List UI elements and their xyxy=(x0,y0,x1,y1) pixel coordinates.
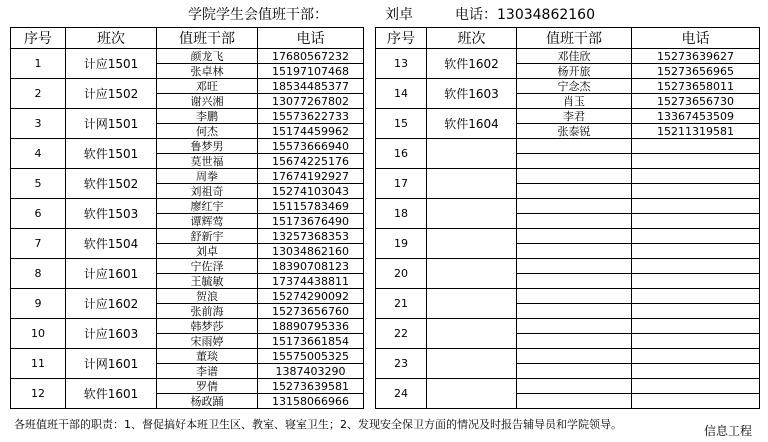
row-seq: 22 xyxy=(376,319,427,349)
row-class xyxy=(427,139,517,169)
row-class xyxy=(427,259,517,289)
row-phone: 15273656730 xyxy=(632,94,760,109)
table-row xyxy=(11,379,364,394)
column-header-phone: 电话 xyxy=(632,28,760,49)
row-class: 计应1501 xyxy=(66,49,157,79)
row-phone: 15273639627 xyxy=(632,49,760,64)
row-duty-officer: 张卓林 xyxy=(157,64,258,79)
right-table-body xyxy=(376,49,760,409)
row-class: 计应1603 xyxy=(66,319,157,349)
row-class: 计应1502 xyxy=(66,79,157,109)
row-phone xyxy=(632,229,760,244)
column-header-seq: 序号 xyxy=(376,28,427,49)
table-row xyxy=(11,349,364,364)
table-row xyxy=(376,169,760,184)
row-phone xyxy=(632,214,760,229)
column-header-duty: 值班干部 xyxy=(157,28,258,49)
row-seq: 12 xyxy=(11,379,66,409)
row-seq: 21 xyxy=(376,289,427,319)
row-seq: 20 xyxy=(376,259,427,289)
row-phone: 15115783469 xyxy=(258,199,364,214)
row-duty-officer xyxy=(517,139,632,154)
row-seq: 16 xyxy=(376,139,427,169)
row-phone: 15575005325 xyxy=(258,349,364,364)
row-duty-officer: 莫世福 xyxy=(157,154,258,169)
table-row xyxy=(376,289,760,304)
table-row xyxy=(376,379,760,394)
row-phone: 15573666940 xyxy=(258,139,364,154)
row-phone xyxy=(632,349,760,364)
row-duty-officer: 李谱 xyxy=(157,364,258,379)
table-row xyxy=(11,259,364,274)
row-phone xyxy=(632,364,760,379)
page-title: 学院学生会值班干部： xyxy=(188,7,328,23)
row-seq: 13 xyxy=(376,49,427,79)
row-phone xyxy=(632,274,760,289)
row-phone xyxy=(632,184,760,199)
page-header xyxy=(0,4,768,24)
row-duty-officer xyxy=(517,364,632,379)
row-class: 软件1504 xyxy=(66,229,157,259)
row-seq: 9 xyxy=(11,289,66,319)
row-duty-officer: 舒新宇 xyxy=(157,229,258,244)
row-duty-officer xyxy=(517,169,632,184)
row-seq: 14 xyxy=(376,79,427,109)
row-class: 软件1603 xyxy=(427,79,517,109)
row-class: 软件1503 xyxy=(66,199,157,229)
row-phone: 15174459962 xyxy=(258,124,364,139)
row-seq: 24 xyxy=(376,379,427,409)
row-phone xyxy=(632,139,760,154)
table-row xyxy=(376,139,760,154)
row-duty-officer xyxy=(517,229,632,244)
row-duty-officer: 张前海 xyxy=(157,304,258,319)
row-duty-officer: 董琰 xyxy=(157,349,258,364)
row-duty-officer: 颜龙飞 xyxy=(157,49,258,64)
column-header-seq: 序号 xyxy=(11,28,66,49)
row-class: 软件1502 xyxy=(66,169,157,199)
row-duty-officer: 何杰 xyxy=(157,124,258,139)
row-phone: 15674225176 xyxy=(258,154,364,169)
row-phone xyxy=(632,154,760,169)
row-seq: 2 xyxy=(11,79,66,109)
row-seq: 5 xyxy=(11,169,66,199)
row-duty-officer: 杨政踊 xyxy=(157,394,258,409)
row-duty-officer: 罗倩 xyxy=(157,379,258,394)
row-phone: 15273656965 xyxy=(632,64,760,79)
row-duty-officer: 廖红宇 xyxy=(157,199,258,214)
row-duty-officer: 李君 xyxy=(517,109,632,124)
row-duty-officer: 刘祖奇 xyxy=(157,184,258,199)
row-phone: 18534485377 xyxy=(258,79,364,94)
row-duty-officer: 谢兴湘 xyxy=(157,94,258,109)
row-seq: 18 xyxy=(376,199,427,229)
column-header-class: 班次 xyxy=(66,28,157,49)
row-class: 计应1602 xyxy=(66,289,157,319)
table-row xyxy=(11,139,364,154)
row-seq: 4 xyxy=(11,139,66,169)
row-duty-officer: 宁佐泽 xyxy=(157,259,258,274)
table-row xyxy=(11,169,364,184)
row-phone xyxy=(632,244,760,259)
row-duty-officer: 谭辉莺 xyxy=(157,214,258,229)
row-phone: 13034862160 xyxy=(258,244,364,259)
table-row xyxy=(376,259,760,274)
row-duty-officer: 宋雨婷 xyxy=(157,334,258,349)
row-seq: 1 xyxy=(11,49,66,79)
table-row xyxy=(376,199,760,214)
row-phone: 15273656760 xyxy=(258,304,364,319)
duty-responsibilities-note: 各班值班干部的职责：1、督促搞好本班卫生区、教室、寝室卫生；2、发现安全保卫方面的情况及时报告辅导员和学院领导。 xyxy=(14,418,622,431)
row-duty-officer xyxy=(517,244,632,259)
row-class xyxy=(427,379,517,409)
row-class xyxy=(427,319,517,349)
table-row xyxy=(11,109,364,124)
row-duty-officer xyxy=(517,334,632,349)
row-duty-officer xyxy=(517,154,632,169)
row-phone xyxy=(632,334,760,349)
table-row xyxy=(376,319,760,334)
table-row xyxy=(376,49,760,64)
row-seq: 10 xyxy=(11,319,66,349)
row-phone: 1387403290 xyxy=(258,364,364,379)
duty-officer-name: 刘卓 xyxy=(385,7,413,23)
row-class: 计网1601 xyxy=(66,349,157,379)
row-duty-officer xyxy=(517,274,632,289)
right-duty-table xyxy=(375,27,760,409)
duty-officer-phone: 电话：13034862160 xyxy=(455,7,595,23)
row-duty-officer xyxy=(517,259,632,274)
row-phone xyxy=(632,259,760,274)
row-class xyxy=(427,349,517,379)
row-seq: 15 xyxy=(376,109,427,139)
table-row xyxy=(376,79,760,94)
row-seq: 6 xyxy=(11,199,66,229)
table-row xyxy=(376,349,760,364)
row-phone xyxy=(632,379,760,394)
row-class: 计应1601 xyxy=(66,259,157,289)
row-phone: 15197107468 xyxy=(258,64,364,79)
left-duty-table xyxy=(10,27,364,409)
table-row xyxy=(376,109,760,124)
table-row xyxy=(11,199,364,214)
row-duty-officer: 杨开旅 xyxy=(517,64,632,79)
row-phone: 17674192927 xyxy=(258,169,364,184)
row-duty-officer: 邓旺 xyxy=(157,79,258,94)
row-duty-officer: 王毓敏 xyxy=(157,274,258,289)
department-label: 信息工程 xyxy=(704,424,753,438)
row-phone xyxy=(632,394,760,409)
row-class xyxy=(427,169,517,199)
row-phone: 18390708123 xyxy=(258,259,364,274)
row-class: 软件1601 xyxy=(66,379,157,409)
row-class xyxy=(427,199,517,229)
row-phone: 13367453509 xyxy=(632,109,760,124)
row-duty-officer xyxy=(517,379,632,394)
row-phone: 13077267802 xyxy=(258,94,364,109)
row-class xyxy=(427,229,517,259)
row-phone: 13158066966 xyxy=(258,394,364,409)
row-seq: 17 xyxy=(376,169,427,199)
row-duty-officer xyxy=(517,199,632,214)
row-phone: 17374438811 xyxy=(258,274,364,289)
row-phone: 15173676490 xyxy=(258,214,364,229)
row-duty-officer: 鲁梦男 xyxy=(157,139,258,154)
row-class: 计网1501 xyxy=(66,109,157,139)
row-duty-officer: 李鹏 xyxy=(157,109,258,124)
table-row xyxy=(11,49,364,64)
row-seq: 23 xyxy=(376,349,427,379)
row-class: 软件1501 xyxy=(66,139,157,169)
table-row xyxy=(11,79,364,94)
row-duty-officer: 韩梦莎 xyxy=(157,319,258,334)
row-duty-officer: 刘卓 xyxy=(157,244,258,259)
row-seq: 7 xyxy=(11,229,66,259)
row-seq: 8 xyxy=(11,259,66,289)
row-seq: 11 xyxy=(11,349,66,379)
row-phone: 15273639581 xyxy=(258,379,364,394)
column-header-duty: 值班干部 xyxy=(517,28,632,49)
row-phone: 15273658011 xyxy=(632,79,760,94)
row-duty-officer: 宁念杰 xyxy=(517,79,632,94)
row-duty-officer xyxy=(517,394,632,409)
row-duty-officer xyxy=(517,289,632,304)
row-phone: 15274103043 xyxy=(258,184,364,199)
left-table-body xyxy=(11,49,364,409)
row-duty-officer xyxy=(517,304,632,319)
row-duty-officer: 张泰锐 xyxy=(517,124,632,139)
row-class: 软件1602 xyxy=(427,49,517,79)
row-phone xyxy=(632,169,760,184)
row-phone: 15573622733 xyxy=(258,109,364,124)
row-phone: 15173661854 xyxy=(258,334,364,349)
row-class: 软件1604 xyxy=(427,109,517,139)
row-phone xyxy=(632,304,760,319)
row-duty-officer: 周拳 xyxy=(157,169,258,184)
row-duty-officer xyxy=(517,319,632,334)
row-duty-officer xyxy=(517,214,632,229)
table-row xyxy=(11,289,364,304)
row-duty-officer xyxy=(517,184,632,199)
table-header-row xyxy=(11,28,364,49)
table-row xyxy=(11,229,364,244)
row-phone: 18890795336 xyxy=(258,319,364,334)
row-duty-officer: 肖玉 xyxy=(517,94,632,109)
row-phone: 13257368353 xyxy=(258,229,364,244)
row-duty-officer: 贺浪 xyxy=(157,289,258,304)
row-phone xyxy=(632,199,760,214)
row-duty-officer xyxy=(517,349,632,364)
column-header-class: 班次 xyxy=(427,28,517,49)
row-phone xyxy=(632,319,760,334)
row-phone xyxy=(632,289,760,304)
row-duty-officer: 邓佳欣 xyxy=(517,49,632,64)
row-phone: 15274290092 xyxy=(258,289,364,304)
column-header-phone: 电话 xyxy=(258,28,364,49)
table-row xyxy=(376,229,760,244)
row-phone: 15211319581 xyxy=(632,124,760,139)
row-seq: 19 xyxy=(376,229,427,259)
row-seq: 3 xyxy=(11,109,66,139)
table-header-row xyxy=(376,28,760,49)
row-phone: 17680567232 xyxy=(258,49,364,64)
row-class xyxy=(427,289,517,319)
table-row xyxy=(11,319,364,334)
